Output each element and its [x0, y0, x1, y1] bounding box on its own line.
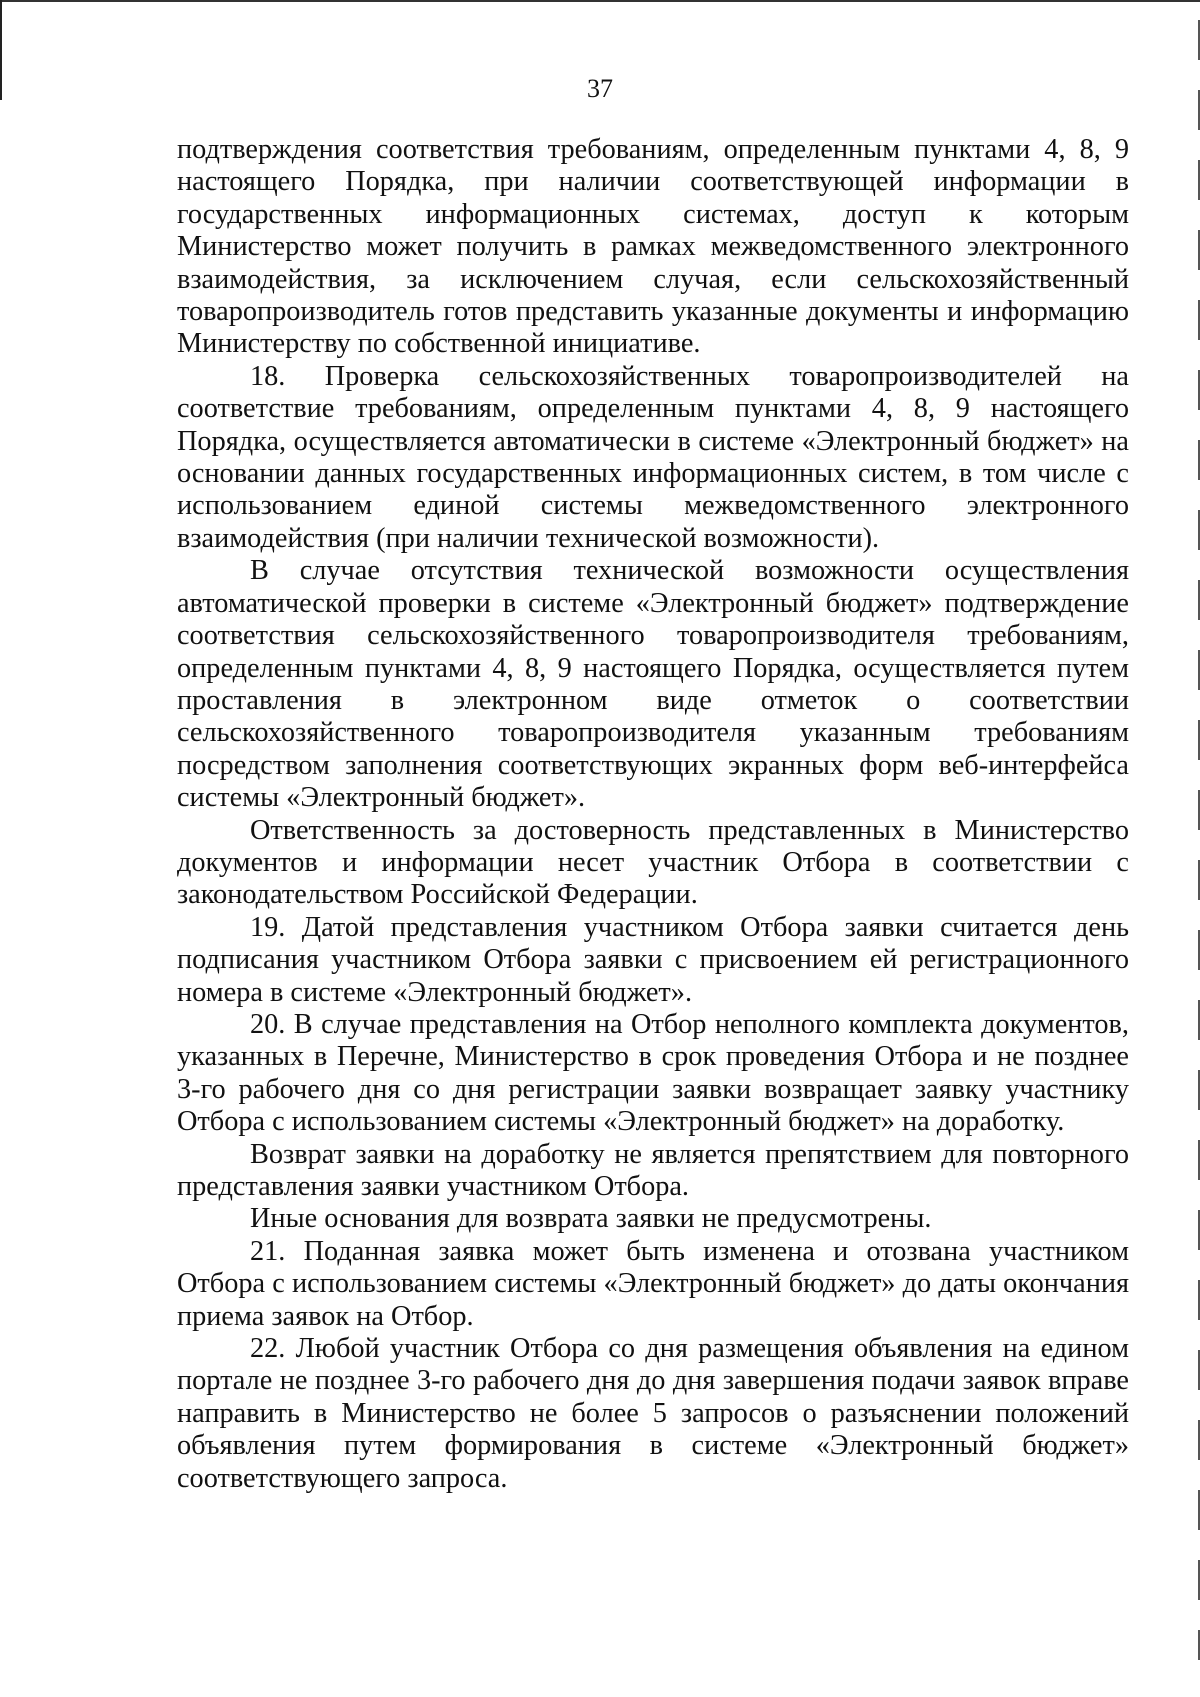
paragraph-item-18-manual-check: В случае отсутствия технической возможности осуществления автоматической проверки в системе «Электронный бюджет» подтверждение соответствия сельскохозяйственного товаропроизводителя требованиям, определенным пунктами 4, 8, 9 настоящего Порядка, осуществляется путем проставления в электронном виде отметок о соответствии сельскохозяйственного товаропроизводителя указанным требованиям посредством заполнения соответствующих экранных форм веб-интерфейса системы «Электронный бюджет».	[177, 555, 1129, 814]
paragraph-item-18: 18. Проверка сельскохозяйственных товаропроизводителей на соответствие требованиям, определенным пунктами 4, 8, 9 настоящего Порядка, осуществляется автоматически в системе «Электронный бюджет» на основании данных государственных информационных систем, в том числе с использованием единой системы межведомственного электронного взаимодействия (при наличии технической возможности).	[177, 360, 1129, 554]
paragraph-item-21: 21. Поданная заявка может быть изменена и отозвана участником Отбора с использованием системы «Электронный бюджет» до даты окончания приема заявок на Отбор.	[177, 1235, 1129, 1332]
paragraph-item-20: 20. В случае представления на Отбор неполного комплекта документов, указанных в Перечне, Министерство в срок проведения Отбора и не позднее 3-го рабочего дня со дня регистрации заявки возвращает заявку участнику Отбора с использованием системы «Электронный бюджет» на доработку.	[177, 1008, 1129, 1138]
page-number: 37	[587, 74, 613, 103]
document-body	[177, 134, 1129, 1495]
paragraph-continuation: подтверждения соответствия требованиям, определенным пунктами 4, 8, 9 настоящего Порядка, при наличии соответствующей информации в государственных информационных системах, доступ к которым Министерство может получить в рамках межведомственного электронного взаимодействия, за исключением случая, если сельскохозяйственный товаропроизводитель готов представить указанные документы и информацию Министерству по собственной инициативе.	[177, 134, 1129, 360]
paragraph-item-19: 19. Датой представления участником Отбора заявки считается день подписания участником Отбора заявки с присвоением ей регистрационного номера в системе «Электронный бюджет».	[177, 911, 1129, 1008]
scan-top-border	[0, 0, 1200, 2]
paragraph-item-20-other-grounds: Иные основания для возврата заявки не предусмотрены.	[250, 1203, 932, 1235]
paragraph-item-18-responsibility: Ответственность за достоверность представленных в Министерство документов и информации несет участник Отбора в соответствии с законодательством Российской Федерации.	[177, 814, 1129, 911]
paragraph-item-22: 22. Любой участник Отбора со дня размещения объявления на едином портале не позднее 3-го рабочего дня до дня завершения подачи заявок вправе направить в Министерство не более 5 запросов о разъяснении положений объявления путем формирования в системе «Электронный бюджет» соответствующего запроса.	[177, 1333, 1129, 1494]
paragraph-item-20-return: Возврат заявки на доработку не является препятствием для повторного представления заявки участником Отбора.	[177, 1138, 1129, 1202]
